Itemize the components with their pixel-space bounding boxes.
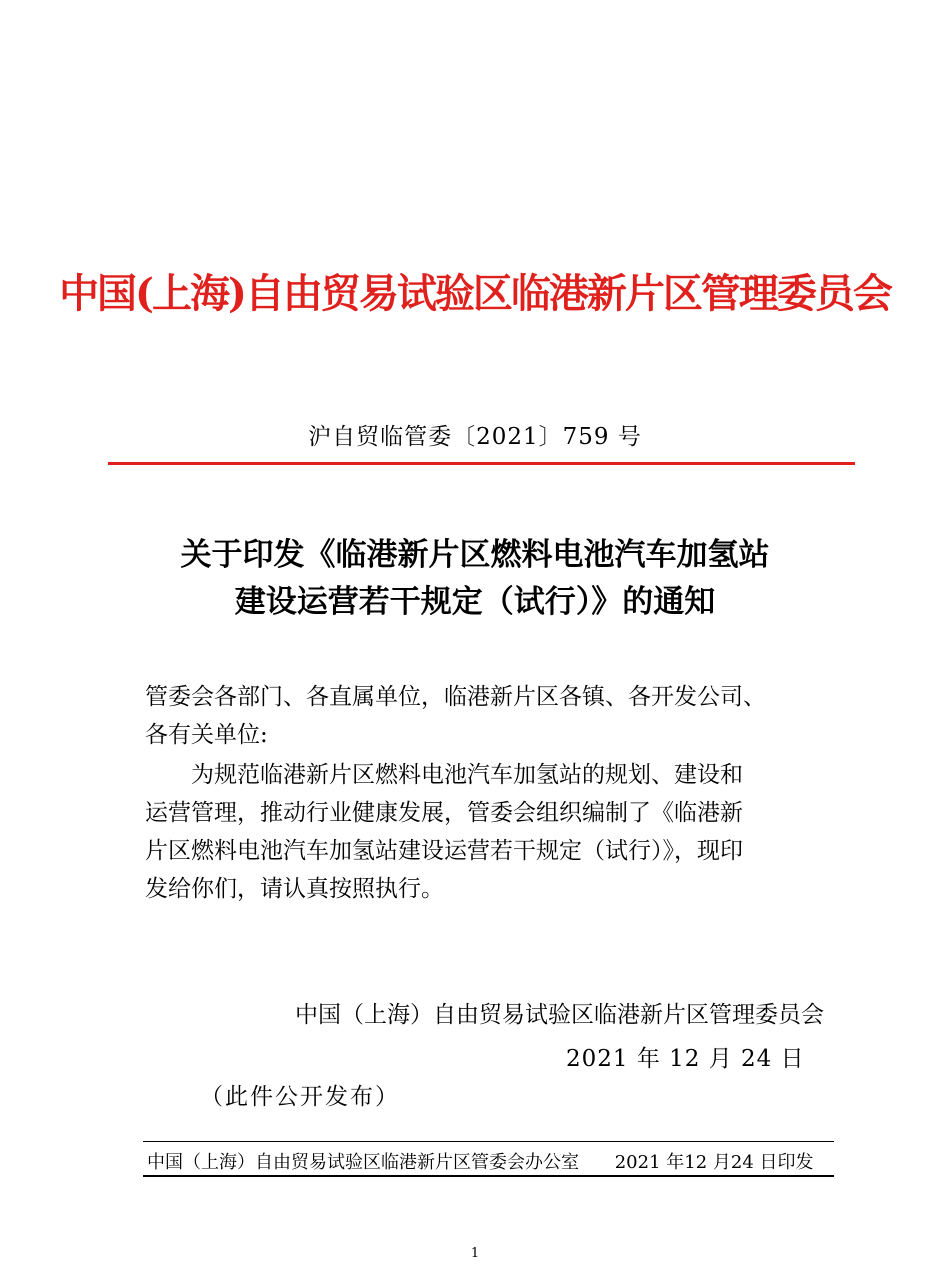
- footer-line: [147, 1148, 834, 1174]
- paragraph-line: 为规范临港新片区燃料电池汽车加氢站的规划、建设和: [191, 762, 743, 788]
- footer-divider-top: [143, 1141, 834, 1142]
- red-divider: [108, 462, 855, 465]
- paragraph-line: 片区燃料电池汽车加氢站建设运营若干规定（试行）》，现印: [145, 838, 743, 864]
- page-number: 1: [470, 1246, 480, 1261]
- title-line-1: 关于印发《临港新片区燃料电池汽车加氢站: [180, 537, 770, 573]
- signature-date: 2021 年 12 月 24 日: [566, 1046, 805, 1072]
- paragraph-line: 发给你们，请认真按照执行。: [145, 876, 444, 902]
- document-title: [0, 532, 950, 626]
- paragraph-line: 运营管理，推动行业健康发展，管委会组织编制了《临港新: [145, 800, 743, 826]
- issuer-title: 中国(上海)自由贸易试验区临港新片区管理委员会: [59, 270, 891, 317]
- title-line-2: 建设运营若干规定（试行）》的通知: [234, 584, 716, 620]
- salutation-line-2: 各有关单位:: [145, 722, 268, 748]
- footer-divider-bottom: [143, 1175, 834, 1177]
- footer-office: 中国（上海）自由贸易试验区临港新片区管委会办公室: [147, 1152, 579, 1173]
- footer-print-date: 2021 年12 月24 日印发: [614, 1152, 814, 1173]
- salutation: [145, 678, 820, 754]
- body-paragraph: [145, 756, 820, 908]
- document-number: 沪自贸临管委〔2021〕759 号: [308, 424, 642, 450]
- signature-organization: 中国（上海）自由贸易试验区临港新片区管理委员会: [295, 1002, 824, 1028]
- publish-note: （此件公开发布）: [200, 1084, 400, 1110]
- salutation-line-1: 管委会各部门、各直属单位，临港新片区各镇、各开发公司、: [145, 684, 766, 710]
